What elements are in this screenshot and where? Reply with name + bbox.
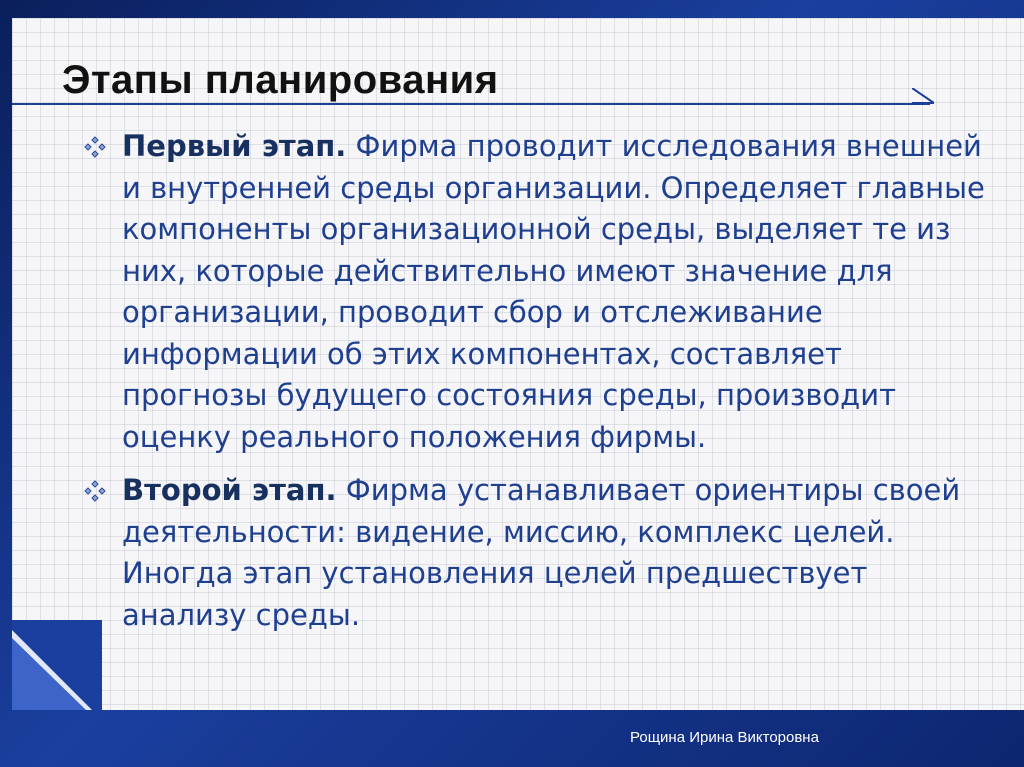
- bullet-item-second-stage: [82, 470, 987, 636]
- bullet-item-first-stage: [82, 126, 987, 458]
- corner-decoration: [12, 620, 102, 710]
- bullet-list: [82, 126, 987, 648]
- bullet-text: Фирма устанавливает ориентиры своей деятельности: видение, миссию, комплекс целей. Иногда этап установления целей предшествует анализу среды.: [122, 473, 961, 632]
- bullet-text: Фирма проводит исследования внешней и внутренней среды организации. Определяет главные компоненты организационной среды, выделяет те из них, которые действительно имеют значение для организации, проводит сбор и отслеживание информации об этих компонентах, составляет прогнозы будущего состояния среды, производит оценку реального положения фирмы.: [122, 129, 985, 454]
- arrow-corner-icon: [912, 88, 934, 104]
- slide-panel: [12, 18, 1024, 710]
- diamond-bullet-icon: [84, 136, 106, 158]
- author-footer: Рощина Ирина Викторовна: [630, 729, 819, 746]
- slide-title: Этапы планирования: [62, 58, 499, 102]
- title-underline: [12, 103, 930, 105]
- bullet-lead: Второй этап.: [122, 473, 337, 507]
- bullet-lead: Первый этап.: [122, 129, 347, 163]
- diamond-bullet-icon: [84, 480, 106, 502]
